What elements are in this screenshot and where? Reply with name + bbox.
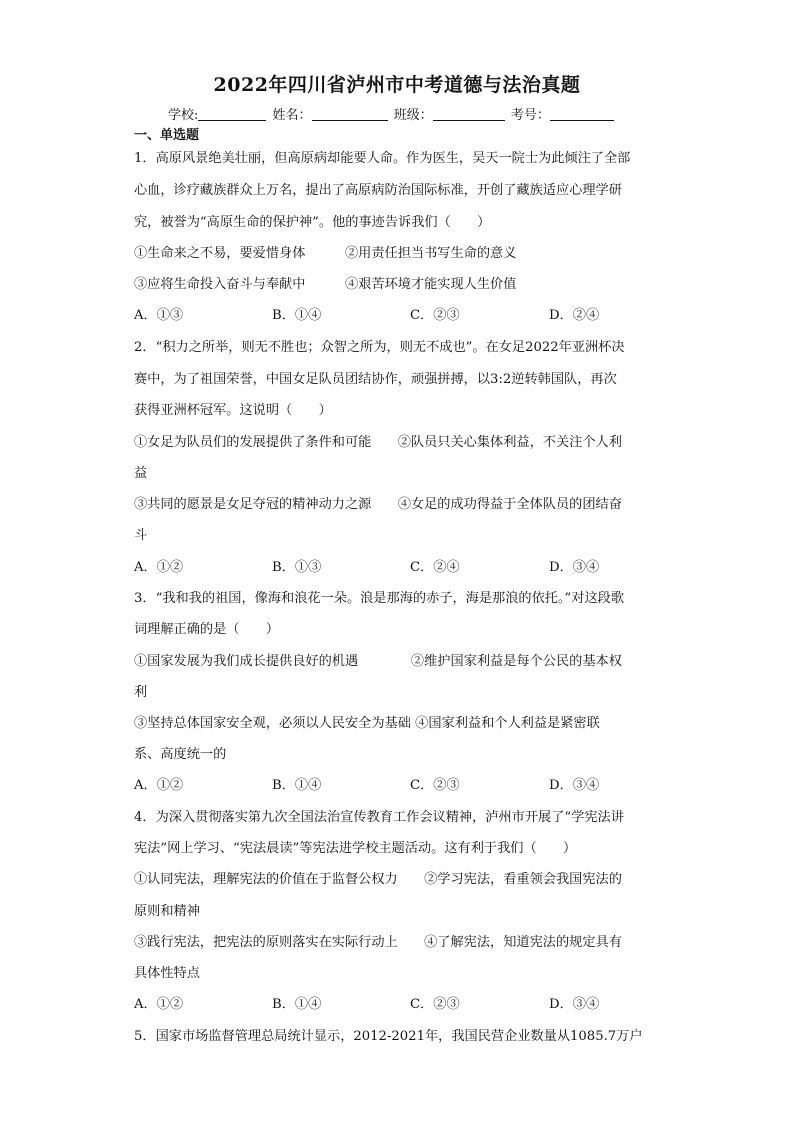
exam-number-blank[interactable] bbox=[550, 107, 614, 121]
question-1-line-5: ③应将生命投入奋斗与奉献中 ④艰苦环境才能实现人生价值 bbox=[134, 277, 517, 292]
question-3-line-6: 系、高度统一的 bbox=[134, 747, 227, 762]
question-4-line-3: ①认同宪法，理解宪法的价值在于监督公权力 ②学习宪法，看重领会我国宪法的 bbox=[134, 872, 622, 887]
class-label: 班级： bbox=[393, 108, 433, 123]
page-title: 2022年四川省泸州市中考道德与法治真题 bbox=[213, 74, 581, 96]
exam-info-row bbox=[168, 104, 614, 123]
question-3-line-3: ①国家发展为我们成长提供良好的机遇 ②维护国家利益是每个公民的基本权 bbox=[134, 654, 622, 669]
question-1-option-a[interactable]: A．①③ bbox=[134, 308, 184, 323]
school-label: 学校: bbox=[168, 108, 199, 123]
question-1-line-2: 心血，诊疗藏族群众上万名，提出了高原病防治国际标准，开创了藏族适应心理学研 bbox=[134, 183, 622, 198]
question-1-option-c[interactable]: C．②③ bbox=[410, 308, 460, 323]
question-3-option-b[interactable]: B．①④ bbox=[272, 778, 322, 793]
question-4-option-b[interactable]: B．①④ bbox=[272, 997, 322, 1012]
question-1-line-3: 究，被誉为“高原生命的保护神”。他的事迹告诉我们（ ） bbox=[134, 215, 491, 230]
question-4-line-1: 4．为深入贯彻落实第九次全国法治宣传教育工作会议精神，泸州市开展了“学宪法讲 bbox=[134, 810, 624, 825]
question-4-line-5: ③践行宪法，把宪法的原则落实在实际行动上 ④了解宪法，知道宪法的规定具有 bbox=[134, 935, 622, 950]
question-1-option-d[interactable]: D．②④ bbox=[549, 308, 600, 323]
question-4-line-6: 具体性特点 bbox=[134, 966, 200, 981]
question-2-line-6: ③共同的愿景是女足夺冠的精神动力之源 ④女足的成功得益于全体队员的团结奋 bbox=[134, 497, 622, 512]
name-label: 姓名： bbox=[272, 108, 312, 123]
question-4-option-d[interactable]: D．③④ bbox=[549, 997, 600, 1012]
question-2-line-4: ①女足为队员们的发展提供了条件和可能 ②队员只关心集体利益，不关注个人利 bbox=[134, 435, 622, 450]
question-2-option-c[interactable]: C．②④ bbox=[410, 560, 460, 575]
question-3-line-4: 利 bbox=[134, 685, 148, 700]
question-2-line-3: 获得亚洲杯冠军。这说明（ ） bbox=[134, 403, 332, 418]
question-3-option-d[interactable]: D．③④ bbox=[549, 778, 600, 793]
question-3-line-1: 3．“我和我的祖国，像海和浪花一朵。浪是那海的赤子，海是那浪的依托。”对这段歌 bbox=[134, 591, 625, 606]
school-blank[interactable] bbox=[198, 107, 266, 121]
question-3-option-c[interactable]: C．②③ bbox=[410, 778, 460, 793]
question-3-line-5: ③坚持总体国家安全观，必须以人民安全为基础 ④国家利益和个人利益是紧密联 bbox=[134, 716, 600, 731]
question-2-option-a[interactable]: A．①② bbox=[134, 560, 184, 575]
question-3-line-2: 词理解正确的是（ ） bbox=[134, 622, 280, 637]
question-2-option-d[interactable]: D．③④ bbox=[549, 560, 600, 575]
question-4-option-c[interactable]: C．②③ bbox=[410, 997, 460, 1012]
question-2-line-5: 益 bbox=[134, 466, 148, 481]
name-blank[interactable] bbox=[312, 107, 388, 121]
question-4-line-2: 宪法”网上学习、“宪法晨读”等宪法进学校主题活动。这有利于我们（ ） bbox=[134, 841, 577, 856]
section-heading: 一、单选题 bbox=[134, 128, 200, 143]
exam-number-label: 考号： bbox=[510, 108, 550, 123]
question-5-line-1: 5．国家市场监督管理总局统计显示，2012-2021年，我国民营企业数量从1085.7万户 bbox=[134, 1029, 643, 1044]
question-1-option-b[interactable]: B．①④ bbox=[272, 308, 322, 323]
class-blank[interactable] bbox=[433, 107, 505, 121]
question-2-line-7: 斗 bbox=[134, 528, 148, 543]
question-2-line-2: 赛中，为了祖国荣誉，中国女足队员团结协作，顽强拼搏，以3:2逆转韩国队，再次 bbox=[134, 372, 617, 387]
question-4-option-a[interactable]: A．①② bbox=[134, 997, 184, 1012]
question-2-option-b[interactable]: B．①③ bbox=[272, 560, 322, 575]
question-4-line-4: 原则和精神 bbox=[134, 904, 200, 919]
question-3-option-a[interactable]: A．①② bbox=[134, 778, 184, 793]
question-1-line-4: ①生命来之不易，要爱惜身体 ②用责任担当书写生命的意义 bbox=[134, 246, 517, 261]
question-1-line-1: 1．高原风景绝美壮丽，但高原病却能要人命。作为医生，吴天一院士为此倾注了全部 bbox=[134, 151, 631, 166]
question-2-line-1: 2．“积力之所举，则无不胜也；众智之所为，则无不成也”。在女足2022年亚洲杯决 bbox=[134, 340, 625, 355]
